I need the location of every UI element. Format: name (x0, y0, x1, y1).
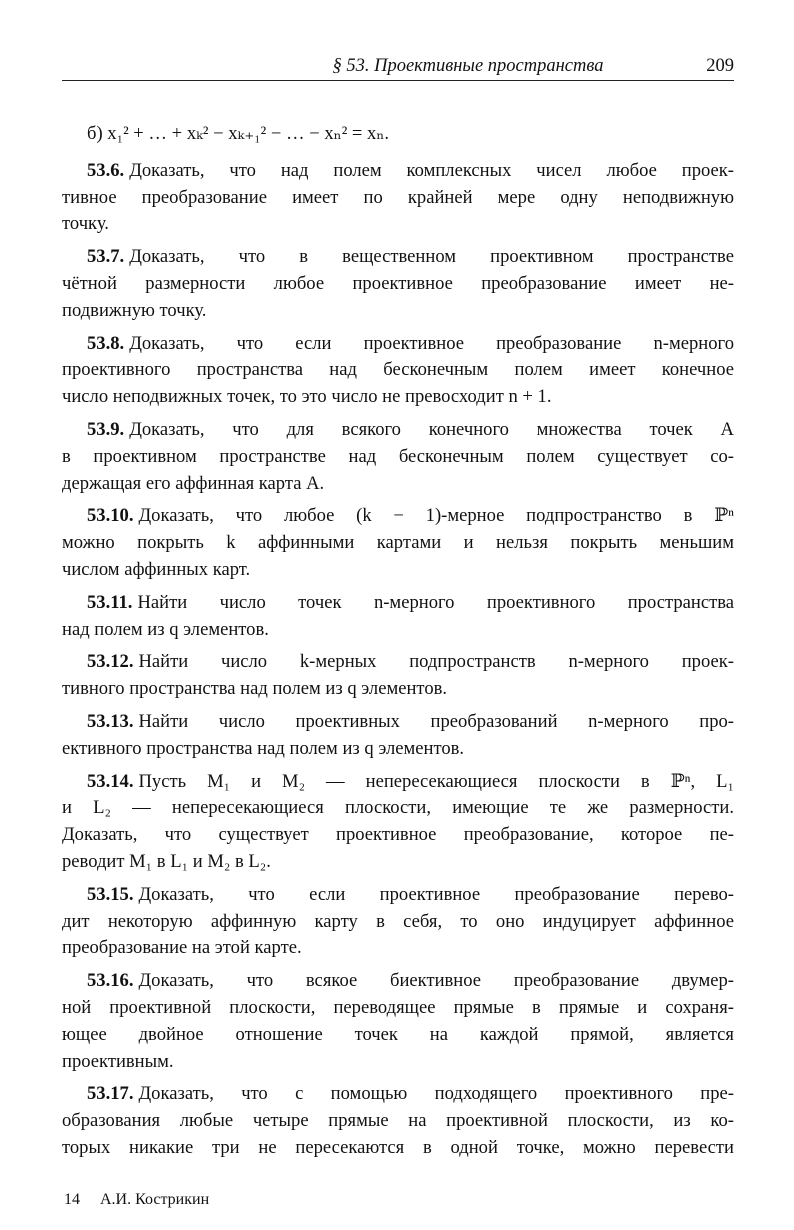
problem-53-7 (62, 244, 734, 324)
problem-text: Найти число проективных преобразований n-мерного про- (138, 710, 734, 732)
problem-text-line (62, 530, 734, 557)
author-name: А.И. Кострикин (100, 1191, 210, 1208)
problem-text-line (62, 935, 734, 962)
problem-text: и L₂ — непересекающиеся плоскости, имеющие те же размерности. (62, 797, 734, 819)
problem-text: Пусть M₁ и M₂ — непересекающиеся плоскости в ℙⁿ, L₁ (138, 770, 734, 792)
problem-text: Доказать, что для всякого конечного множества точек A (129, 418, 734, 440)
problem-text: чётной размерности любое проективное преобразование имеет не- (62, 272, 734, 294)
problem-text-line (62, 769, 734, 796)
problem-text: ной проективной плоскости, переводящее прямые в прямые и сохраня- (62, 996, 734, 1018)
problem-text-line (62, 417, 734, 444)
problem-text: тивного пространства над полем из q элементов. (62, 678, 448, 700)
problem-text: торых никакие три не пересекаются в одной точке, можно перевести (62, 1136, 734, 1158)
problem-text-line (62, 185, 734, 212)
problem-text-line (62, 968, 734, 995)
problem-text-line (62, 1135, 734, 1162)
problem-text-line (62, 909, 734, 936)
problem-text: Доказать, что существует проективное преобразование, которое пе- (62, 824, 734, 846)
running-head (62, 54, 734, 81)
problem-text-line (62, 384, 734, 411)
problem-53-6 (62, 158, 734, 238)
problem-text: Найти число точек n-мерного проективного пространства (137, 591, 734, 613)
problem-text: Доказать, что в вещественном проективном пространстве (129, 246, 734, 268)
footer (64, 1191, 229, 1209)
problem-53-12 (62, 649, 734, 703)
problem-53-17 (62, 1081, 734, 1161)
problem-text-line (62, 822, 734, 849)
problem-text-line (62, 331, 734, 358)
problem-text: ющее двойное отношение точек на каждой прямой, является (62, 1023, 734, 1045)
problem-number: 53.12. (87, 651, 134, 673)
problem-text: тивное преобразование имеет по крайней мере одну неподвижную (62, 186, 734, 208)
problem-text-line (62, 357, 734, 384)
problem-text-line (62, 211, 734, 238)
problem-number: 53.14. (87, 770, 134, 792)
problem-text: Найти число k-мерных подпространств n-мерного проек- (138, 651, 734, 673)
problem-53-11 (62, 590, 734, 644)
problem-text-line (62, 882, 734, 909)
problem-text: преобразование на этой карте. (62, 937, 302, 959)
problem-number: 53.16. (87, 970, 134, 992)
problem-text-line (62, 1081, 734, 1108)
section-title: § 53. Проективные пространства (332, 56, 604, 76)
problem-text-line (62, 736, 734, 763)
problem-text-line (62, 1022, 734, 1049)
problem-text-line (62, 271, 734, 298)
problem-text-line (62, 1049, 734, 1076)
problem-text: проективным. (62, 1050, 174, 1072)
page-content (62, 121, 734, 1162)
problem-text-line (62, 503, 734, 530)
problem-text: Доказать, что всякое биективное преобразование двумер- (138, 970, 734, 992)
signature-number: 14 (64, 1191, 80, 1208)
problem-53-14 (62, 769, 734, 876)
problem-number: 53.13. (87, 710, 134, 732)
problem-number: 53.15. (87, 883, 134, 905)
problem-53-8 (62, 331, 734, 411)
problem-text: образования любые четыре прямые на проективной плоскости, из ко- (62, 1110, 734, 1132)
problem-text-line (62, 649, 734, 676)
problem-text: Доказать, что любое (k − 1)-мерное подпространство в ℙⁿ (138, 505, 734, 527)
problem-text-line (62, 444, 734, 471)
problem-list (62, 158, 734, 1162)
problem-text: реводит M₁ в L₁ и M₂ в L₂. (62, 850, 271, 872)
problem-text: число неподвижных точек, то это число не превосходит n + 1. (62, 386, 552, 408)
problem-text: Доказать, что если проективное преобразование перево- (138, 883, 734, 905)
problem-number: 53.9. (87, 418, 125, 440)
problem-text: Доказать, что над полем комплексных чисел любое проек- (129, 159, 734, 181)
problem-text: Доказать, что если проективное преобразование n-мерного (129, 332, 734, 354)
problem-text: дит некоторую аффинную карту в себя, то оно индуцирует аффинное (62, 910, 734, 932)
problem-text-line (62, 676, 734, 703)
problem-text: числом аффинных карт. (62, 558, 251, 580)
problem-text-line (62, 849, 734, 876)
page-number: 209 (706, 56, 734, 76)
problem-53-10 (62, 503, 734, 583)
problem-text-line (62, 298, 734, 325)
problem-53-15 (62, 882, 734, 962)
problem-53-16 (62, 968, 734, 1075)
problem-text: держащая его аффинная карта A. (62, 472, 325, 494)
problem-text: над полем из q элементов. (62, 618, 269, 640)
formula-b: б) x₁² + … + xₖ² − xₖ₊₁² − … − xₙ² = xₙ. (87, 123, 390, 144)
problem-number: 53.11. (87, 591, 133, 613)
problem-text-line (62, 617, 734, 644)
problem-text: в проективном пространстве над бесконечным полем существует со- (62, 445, 734, 467)
problem-text-line (62, 709, 734, 736)
problem-53-13 (62, 709, 734, 763)
problem-text-line (62, 158, 734, 185)
problem-text: подвижную точку. (62, 299, 207, 321)
problem-text: проективного пространства над бесконечным полем имеет конечное (62, 359, 734, 381)
problem-text-line (62, 795, 734, 822)
problem-53-9 (62, 417, 734, 497)
problem-text-line (62, 557, 734, 584)
problem-text: ективного пространства над полем из q элементов. (62, 737, 465, 759)
problem-text: можно покрыть k аффинными картами и нельзя покрыть меньшим (62, 532, 734, 554)
problem-text-line (62, 995, 734, 1022)
problem-text-line (62, 590, 734, 617)
problem-number: 53.8. (87, 332, 125, 354)
problem-number: 53.10. (87, 505, 134, 527)
problem-text-line (62, 244, 734, 271)
problem-text: точку. (62, 213, 109, 235)
problem-number: 53.7. (87, 246, 125, 268)
problem-text-line (62, 471, 734, 498)
problem-text: Доказать, что с помощью подходящего проективного пре- (138, 1083, 734, 1105)
problem-number: 53.6. (87, 159, 125, 181)
problem-number: 53.17. (87, 1083, 134, 1105)
problem-text-line (62, 1108, 734, 1135)
